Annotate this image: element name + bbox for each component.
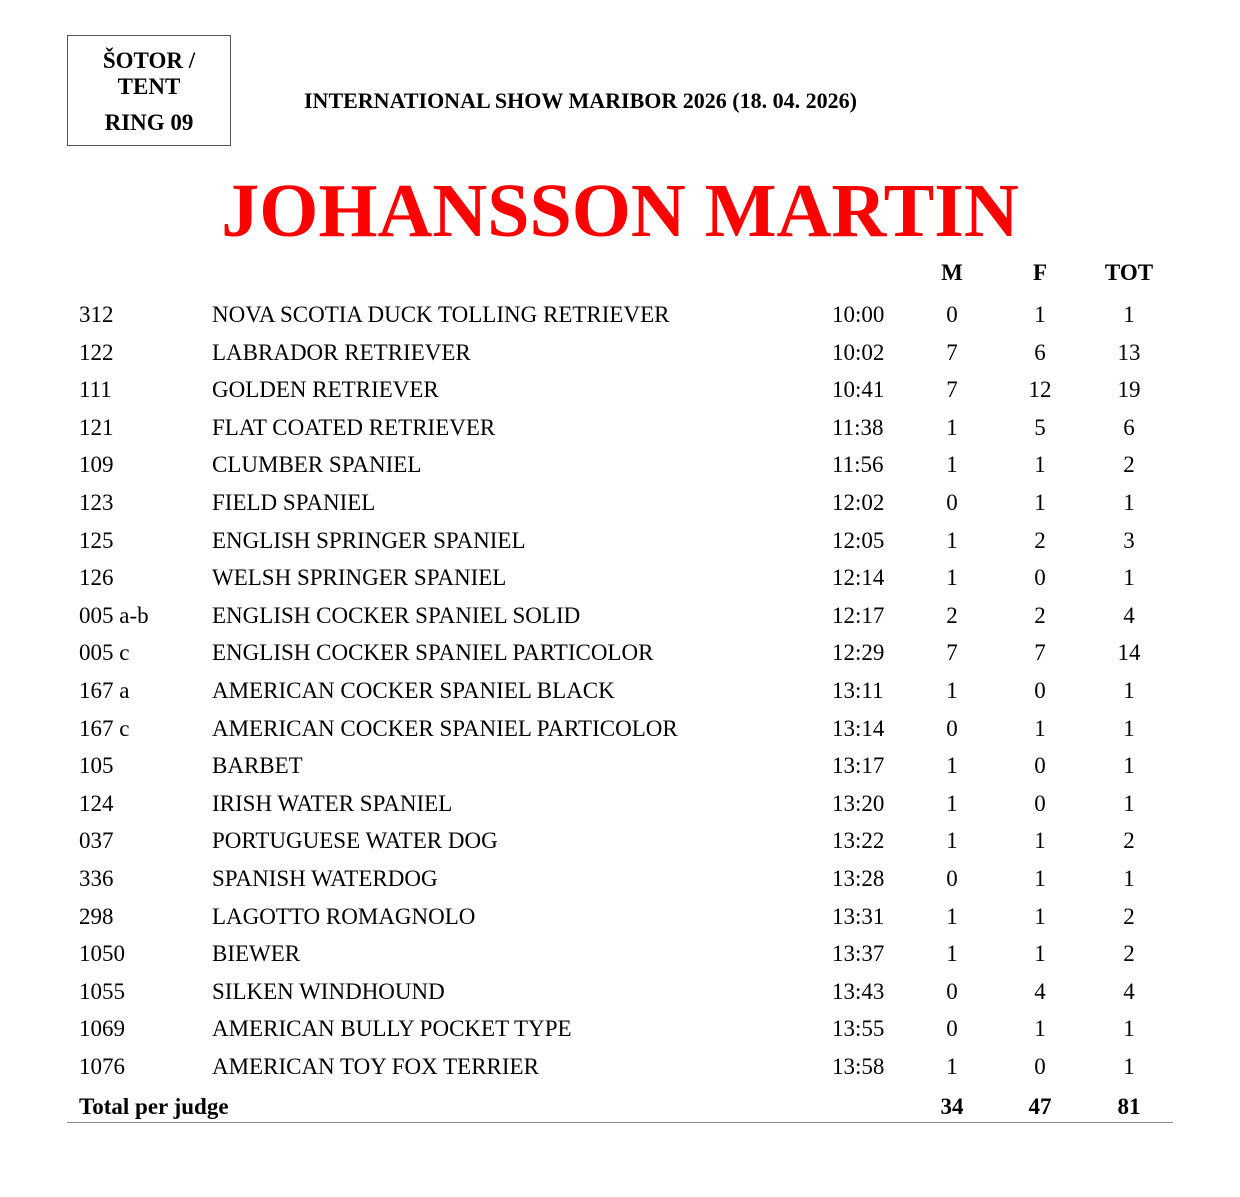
- breed-name: LAGOTTO ROMAGNOLO: [212, 903, 476, 929]
- count-total: 14: [1117, 640, 1141, 666]
- table-row: [0, 713, 1240, 751]
- table-row: [0, 1051, 1240, 1089]
- table-row: [0, 788, 1240, 826]
- table-row: [0, 1013, 1240, 1051]
- judging-time: 13:28: [832, 865, 885, 891]
- breed-code: 167 a: [79, 677, 130, 703]
- count-males: 7: [946, 339, 958, 365]
- table-row: [0, 562, 1240, 600]
- table-row: [0, 487, 1240, 525]
- breed-code: 037: [79, 828, 114, 854]
- total-label: Total per judge: [79, 1094, 229, 1119]
- table-row: [0, 675, 1240, 713]
- breed-name: LABRADOR RETRIEVER: [212, 339, 471, 365]
- breed-code: 005 a-b: [79, 602, 149, 628]
- count-females: 0: [1034, 753, 1046, 779]
- breed-name: WELSH SPRINGER SPANIEL: [212, 565, 507, 591]
- count-females: 5: [1034, 414, 1046, 440]
- count-total: 6: [1123, 414, 1135, 440]
- count-males: 1: [946, 677, 958, 703]
- total-f: 47: [1028, 1094, 1052, 1119]
- count-males: 7: [946, 640, 958, 666]
- judging-time: 11:56: [832, 452, 884, 478]
- breed-name: GOLDEN RETRIEVER: [212, 377, 439, 403]
- breed-name: BIEWER: [212, 941, 301, 967]
- total-tot: 81: [1117, 1094, 1141, 1119]
- table-row: [0, 863, 1240, 901]
- breed-name: CLUMBER SPANIEL: [212, 452, 422, 478]
- breed-name: IRISH WATER SPANIEL: [212, 790, 453, 816]
- count-males: 1: [946, 753, 958, 779]
- count-total: 1: [1123, 1053, 1135, 1079]
- judging-time: 13:20: [832, 790, 885, 816]
- breed-code: 126: [79, 565, 114, 591]
- count-females: 1: [1034, 489, 1046, 515]
- table-row: [0, 938, 1240, 976]
- count-males: 1: [946, 903, 958, 929]
- judging-time: 13:55: [832, 1016, 885, 1042]
- count-total: 2: [1123, 903, 1135, 929]
- judging-time: 13:43: [832, 978, 885, 1004]
- breed-name: ENGLISH COCKER SPANIEL SOLID: [212, 602, 581, 628]
- count-males: 0: [946, 715, 958, 741]
- breed-name: FLAT COATED RETRIEVER: [212, 414, 496, 440]
- count-total: 3: [1123, 527, 1135, 553]
- breed-code: 121: [79, 414, 114, 440]
- judging-time: 13:14: [832, 715, 885, 741]
- count-total: 2: [1123, 828, 1135, 854]
- count-total: 2: [1123, 452, 1135, 478]
- judging-time: 13:11: [832, 677, 884, 703]
- breed-name: AMERICAN BULLY POCKET TYPE: [212, 1016, 572, 1042]
- count-males: 0: [946, 1016, 958, 1042]
- count-total: 1: [1123, 753, 1135, 779]
- judging-time: 12:17: [832, 602, 885, 628]
- breed-name: ENGLISH SPRINGER SPANIEL: [212, 527, 526, 553]
- count-males: 1: [946, 414, 958, 440]
- total-m: 34: [940, 1094, 964, 1119]
- column-header-f: F: [1032, 260, 1048, 285]
- count-females: 1: [1034, 941, 1046, 967]
- count-males: 7: [946, 377, 958, 403]
- breed-name: AMERICAN TOY FOX TERRIER: [212, 1053, 539, 1079]
- breed-name: ENGLISH COCKER SPANIEL PARTICOLOR: [212, 640, 654, 666]
- count-total: 1: [1123, 565, 1135, 591]
- count-total: 13: [1117, 339, 1141, 365]
- count-total: 1: [1123, 715, 1135, 741]
- table-row: [0, 976, 1240, 1014]
- breed-name: SPANISH WATERDOG: [212, 865, 438, 891]
- judging-time: 13:22: [832, 828, 885, 854]
- table-row: [0, 637, 1240, 675]
- breed-code: 109: [79, 452, 114, 478]
- total-divider: [67, 1122, 1173, 1123]
- count-males: 1: [946, 790, 958, 816]
- count-females: 0: [1034, 565, 1046, 591]
- judging-time: 12:14: [832, 565, 885, 591]
- count-females: 6: [1034, 339, 1046, 365]
- count-total: 1: [1123, 1016, 1135, 1042]
- count-total: 2: [1123, 941, 1135, 967]
- column-header-tot: TOT: [1104, 260, 1154, 285]
- breed-code: 298: [79, 903, 114, 929]
- breed-schedule-table: [0, 299, 1240, 1088]
- breed-name: SILKEN WINDHOUND: [212, 978, 445, 1004]
- table-row: [0, 299, 1240, 337]
- breed-name: BARBET: [212, 753, 303, 779]
- breed-code: 124: [79, 790, 114, 816]
- judging-time: 13:58: [832, 1053, 885, 1079]
- table-row: [0, 825, 1240, 863]
- count-total: 4: [1123, 978, 1135, 1004]
- count-males: 0: [946, 302, 958, 327]
- judging-time: 13:17: [832, 753, 885, 779]
- breed-code: 122: [79, 339, 114, 365]
- count-total: 1: [1123, 302, 1135, 327]
- count-total: 1: [1123, 677, 1135, 703]
- breed-code: 1069: [79, 1016, 125, 1042]
- table-row: [0, 337, 1240, 375]
- judging-time: 10:41: [832, 377, 885, 403]
- count-males: 0: [946, 978, 958, 1004]
- judging-time: 11:38: [832, 414, 884, 440]
- breed-code: 1055: [79, 978, 125, 1004]
- table-row: [0, 449, 1240, 487]
- count-females: 1: [1034, 1016, 1046, 1042]
- ring-box: [67, 35, 231, 146]
- count-females: 0: [1034, 1053, 1046, 1079]
- breed-code: 312: [79, 302, 114, 327]
- table-row: [0, 525, 1240, 563]
- count-females: 1: [1034, 302, 1046, 327]
- count-total: 1: [1123, 790, 1135, 816]
- ring-box-line-tent: TENT: [117, 74, 181, 99]
- count-total: 1: [1123, 865, 1135, 891]
- breed-code: 167 c: [79, 715, 130, 741]
- table-row: [0, 750, 1240, 788]
- count-females: 1: [1034, 903, 1046, 929]
- count-females: 1: [1034, 828, 1046, 854]
- table-row: [0, 412, 1240, 450]
- breed-code: 123: [79, 489, 114, 515]
- breed-code: 1076: [79, 1053, 125, 1079]
- table-row: [0, 374, 1240, 412]
- breed-code: 125: [79, 527, 114, 553]
- judging-time: 12:29: [832, 640, 885, 666]
- ring-box-line-ring: RING 09: [104, 110, 194, 135]
- table-row: [0, 600, 1240, 638]
- judge-name: JOHANSSON MARTIN: [221, 169, 1019, 253]
- count-females: 1: [1034, 452, 1046, 478]
- judging-time: 13:31: [832, 903, 885, 929]
- judging-time: 10:00: [832, 302, 885, 327]
- judging-time: 10:02: [832, 339, 885, 365]
- judging-time: 13:37: [832, 941, 885, 967]
- count-males: 0: [946, 865, 958, 891]
- total-row: [0, 1092, 1240, 1122]
- count-males: 1: [946, 565, 958, 591]
- count-females: 1: [1034, 865, 1046, 891]
- count-females: 2: [1034, 602, 1046, 628]
- count-males: 0: [946, 489, 958, 515]
- ring-box-line-tent-sl: ŠOTOR /: [102, 48, 196, 73]
- breed-name: AMERICAN COCKER SPANIEL PARTICOLOR: [212, 715, 678, 741]
- breed-code: 005 c: [79, 640, 130, 666]
- count-females: 0: [1034, 677, 1046, 703]
- count-females: 7: [1034, 640, 1046, 666]
- count-females: 0: [1034, 790, 1046, 816]
- count-females: 4: [1034, 978, 1046, 1004]
- count-females: 1: [1034, 715, 1046, 741]
- breed-name: FIELD SPANIEL: [212, 489, 376, 515]
- breed-code: 1050: [79, 941, 125, 967]
- breed-code: 105: [79, 753, 114, 779]
- breed-code: 111: [79, 377, 112, 403]
- count-males: 1: [946, 828, 958, 854]
- breed-name: NOVA SCOTIA DUCK TOLLING RETRIEVER: [212, 302, 670, 327]
- count-males: 1: [946, 452, 958, 478]
- breed-name: PORTUGUESE WATER DOG: [212, 828, 498, 854]
- count-total: 4: [1123, 602, 1135, 628]
- count-males: 1: [946, 1053, 958, 1079]
- count-males: 1: [946, 941, 958, 967]
- count-males: 2: [946, 602, 958, 628]
- judging-time: 12:05: [832, 527, 885, 553]
- count-females: 12: [1028, 377, 1052, 403]
- count-females: 2: [1034, 527, 1046, 553]
- judging-time: 12:02: [832, 489, 885, 515]
- count-males: 1: [946, 527, 958, 553]
- breed-code: 336: [79, 865, 114, 891]
- count-total: 19: [1117, 377, 1141, 403]
- show-title: INTERNATIONAL SHOW MARIBOR 2026 (18. 04. 2026): [304, 88, 857, 113]
- count-total: 1: [1123, 489, 1135, 515]
- column-header-m: M: [941, 260, 963, 285]
- breed-name: AMERICAN COCKER SPANIEL BLACK: [212, 677, 615, 703]
- table-row: [0, 901, 1240, 939]
